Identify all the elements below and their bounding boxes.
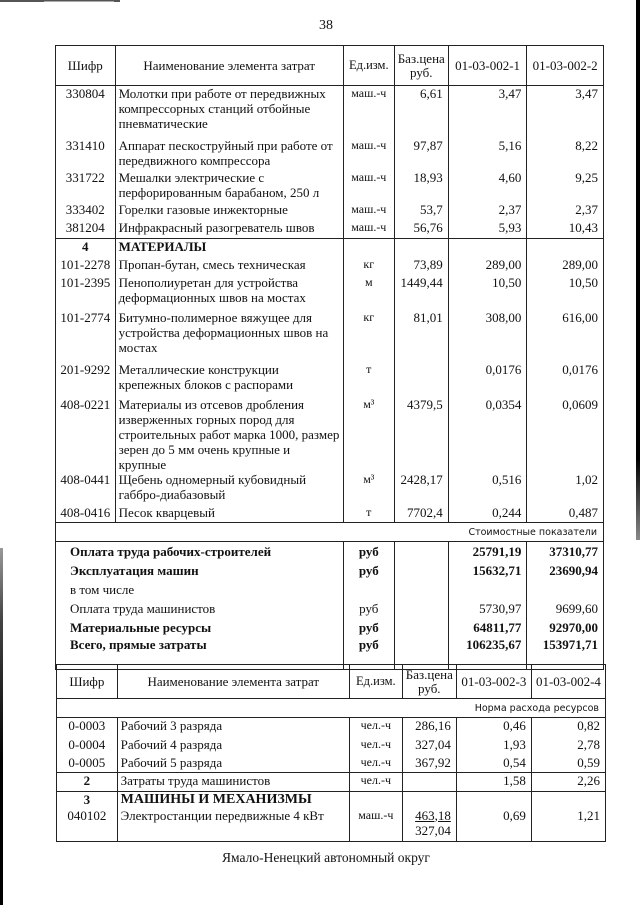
row-value-b: 0,59 [531, 755, 605, 773]
summary-value-a [448, 580, 527, 599]
summary-label: в том числе [56, 580, 344, 599]
row-price-secondary: 327,04 [415, 822, 451, 838]
row-unit: м³ [343, 397, 394, 472]
table-row [56, 220, 604, 239]
row-price: 2428,17 [394, 472, 448, 505]
row-value-a: 1,93 [456, 737, 531, 755]
row-price: 73,89 [394, 257, 448, 275]
summary-row [56, 580, 604, 599]
header-price: Баз.цена руб. [402, 665, 456, 699]
summary-value-a: 64811,77 [448, 618, 527, 637]
summary-value-a: 5730,97 [448, 599, 527, 618]
summary-label: Оплата труда рабочих-строителей [56, 542, 344, 562]
row-unit: кг [343, 257, 394, 275]
scan-edge-artifact [636, 0, 640, 540]
row-value-b: 3,47 [527, 86, 604, 138]
row-code: 331722 [56, 170, 116, 202]
row-code: 040102 [57, 808, 118, 842]
header-col-b: 01-03-002-2 [527, 46, 604, 86]
row-value-b: 0,0609 [527, 397, 604, 472]
table-row [56, 362, 604, 397]
row-name: Молотки при работе от передвижных компрессорных станций отбойные пневматические [115, 86, 343, 138]
table-row [57, 737, 606, 755]
table-header-row [57, 665, 606, 699]
summary-caption-row [56, 523, 604, 542]
summary-value-a: 15632,71 [448, 561, 527, 580]
table-row [56, 170, 604, 202]
row-code: 0-0003 [57, 718, 118, 737]
row-code: 381204 [56, 220, 116, 239]
summary-label: Эксплуатация машин [56, 561, 344, 580]
row-value-a: 5,93 [448, 220, 527, 239]
header-name: Наименование элемента затрат [115, 46, 343, 86]
row-price: 367,92 [402, 755, 456, 773]
row-unit: т [343, 362, 394, 397]
header-col-a: 01-03-002-1 [448, 46, 527, 86]
summary-value-b: 23690,94 [527, 561, 604, 580]
row-code: 101-2278 [56, 257, 116, 275]
table-row [56, 397, 604, 472]
norm-caption: Норма расхода ресурсов [57, 699, 606, 718]
row-price: 1449,44 [394, 275, 448, 310]
header-unit: Ед.изм. [349, 665, 402, 699]
row-name: Инфракрасный разогреватель швов [115, 220, 343, 239]
resource-table-2 [56, 664, 606, 842]
row-value-b: 0,82 [531, 718, 605, 737]
row-name: Рабочий 5 разряда [117, 755, 349, 773]
header-price: Баз.цена руб. [394, 46, 448, 86]
row-price: 97,87 [394, 138, 448, 170]
row-value-a: 2,37 [448, 202, 527, 220]
row-value-a: 4,60 [448, 170, 527, 202]
row-unit: маш.-ч [343, 138, 394, 170]
row-code: 101-2774 [56, 310, 116, 362]
table-row [56, 275, 604, 310]
row-value-a: 0,0354 [448, 397, 527, 472]
page-number: 38 [319, 18, 333, 33]
row-value-b: 289,00 [527, 257, 604, 275]
scan-edge-artifact [44, 1, 114, 2]
row-value-b: 616,00 [527, 310, 604, 362]
row-value-a: 10,50 [448, 275, 527, 310]
resource-table-1 [55, 45, 604, 670]
row-code: 201-9292 [56, 362, 116, 397]
section-title: МАШИНЫ И МЕХАНИЗМЫ [117, 792, 349, 808]
row-price: 56,76 [394, 220, 448, 239]
row-value-a: 0,54 [456, 755, 531, 773]
row-value-a: 0,0176 [448, 362, 527, 397]
row-price: 327,04 [402, 737, 456, 755]
row-code: 408-0221 [56, 397, 116, 472]
summary-row [56, 561, 604, 580]
summary-value-b [527, 580, 604, 599]
row-unit: маш.-ч [349, 808, 402, 842]
row-value-a: 5,16 [448, 138, 527, 170]
summary-value-a: 25791,19 [448, 542, 527, 562]
summary-value-b: 92970,00 [527, 618, 604, 637]
section-row-materials [56, 239, 604, 257]
row-unit: маш.-ч [343, 170, 394, 202]
row-unit: маш.-ч [343, 86, 394, 138]
row-value-b: 10,43 [527, 220, 604, 239]
header-col-b: 01-03-002-4 [531, 665, 605, 699]
row-price: 81,01 [394, 310, 448, 362]
table-row [56, 505, 604, 523]
row-price: 18,93 [394, 170, 448, 202]
row-value-b: 0,487 [527, 505, 604, 523]
row-name: Битумно-полимерное вяжущее для устройства деформационных швов на мостах [115, 310, 343, 362]
row-unit: м³ [343, 472, 394, 505]
table-row [57, 718, 606, 737]
summary-unit: руб [343, 561, 394, 580]
row-value-a: 289,00 [448, 257, 527, 275]
row-name: Рабочий 4 разряда [117, 737, 349, 755]
row-name: Пенополиуретан для устройства деформационных швов на мостах [115, 275, 343, 310]
row-price: 6,61 [394, 86, 448, 138]
header-name: Наименование элемента затрат [117, 665, 349, 699]
row-value-b: 8,22 [527, 138, 604, 170]
row-price: 4379,5 [394, 397, 448, 472]
row-code: 101-2395 [56, 275, 116, 310]
summary-row [56, 618, 604, 637]
row-code: 0-0004 [57, 737, 118, 755]
summary-unit: руб [343, 542, 394, 562]
summary-value-b: 9699,60 [527, 599, 604, 618]
table-row-operators [57, 773, 606, 792]
row-name: Металлические конструкции крепежных блоков с распорами [115, 362, 343, 397]
row-name: Затраты труда машинистов [117, 773, 349, 792]
summary-label: Оплата труда машинистов [56, 599, 344, 618]
table-row [56, 257, 604, 275]
row-name: Щебень одномерный кубовидный габбро-диабазовый [115, 472, 343, 505]
row-unit: чел.-ч [349, 755, 402, 773]
row-name: Мешалки электрические с перфорированным барабаном, 250 л [115, 170, 343, 202]
row-value-a: 0,516 [448, 472, 527, 505]
table-row [56, 472, 604, 505]
row-name: Горелки газовые инжекторные [115, 202, 343, 220]
row-price: 53,7 [394, 202, 448, 220]
table-row [57, 808, 606, 842]
table-row [56, 138, 604, 170]
row-code: 2 [57, 773, 118, 792]
header-col-a: 01-03-002-3 [456, 665, 531, 699]
row-code: 331410 [56, 138, 116, 170]
row-code: 0-0005 [57, 755, 118, 773]
row-value-b: 10,50 [527, 275, 604, 310]
row-name: Песок кварцевый [115, 505, 343, 523]
row-price-primary: 463,18 [415, 807, 451, 823]
row-code: 333402 [56, 202, 116, 220]
summary-value-a: 106235,67 [448, 637, 527, 669]
row-price: 7702,4 [394, 505, 448, 523]
row-name: Материалы из отсевов дробления изверженных горных пород для строительных работ марка 1000, размер зерен до 5 мм очень крупные и крупные [115, 397, 343, 472]
summary-row [56, 599, 604, 618]
summary-label: Всего, прямые затраты [56, 637, 344, 669]
row-value-a: 308,00 [448, 310, 527, 362]
row-value-a: 1,58 [456, 773, 531, 792]
table-header-row [56, 46, 604, 86]
summary-value-b: 153971,71 [527, 637, 604, 669]
summary-unit: руб [343, 637, 394, 669]
row-value-a: 3,47 [448, 86, 527, 138]
row-value-b: 0,0176 [527, 362, 604, 397]
section-number: 3 [57, 792, 118, 808]
row-value-b: 2,26 [531, 773, 605, 792]
row-code: 330804 [56, 86, 116, 138]
header-code: Шифр [57, 665, 118, 699]
row-price [394, 362, 448, 397]
row-value-b: 2,78 [531, 737, 605, 755]
summary-unit [343, 580, 394, 599]
row-unit: чел.-ч [349, 737, 402, 755]
row-value-b: 2,37 [527, 202, 604, 220]
summary-value-b: 37310,77 [527, 542, 604, 562]
row-code: 408-0416 [56, 505, 116, 523]
row-price [402, 808, 456, 842]
row-unit: чел.-ч [349, 718, 402, 737]
footer-region: Ямало-Ненецкий автономный округ [222, 850, 430, 865]
row-price [402, 773, 456, 792]
row-value-b: 1,02 [527, 472, 604, 505]
section-title: МАТЕРИАЛЫ [115, 239, 343, 257]
row-value-b: 1,21 [531, 808, 605, 842]
section-row-machines [57, 792, 606, 808]
table-row [57, 755, 606, 773]
table-row [56, 86, 604, 138]
row-unit: т [343, 505, 394, 523]
table-row [56, 202, 604, 220]
row-value-a: 0,69 [456, 808, 531, 842]
row-price: 286,16 [402, 718, 456, 737]
section-number: 4 [56, 239, 116, 257]
row-name: Рабочий 3 разряда [117, 718, 349, 737]
summary-unit: руб [343, 599, 394, 618]
row-value-b: 9,25 [527, 170, 604, 202]
row-unit: маш.-ч [343, 202, 394, 220]
row-name: Пропан-бутан, смесь техническая [115, 257, 343, 275]
row-code: 408-0441 [56, 472, 116, 505]
summary-caption: Стоимостные показатели [56, 523, 604, 542]
summary-unit: руб [343, 618, 394, 637]
header-unit: Ед.изм. [343, 46, 394, 86]
row-unit: м [343, 275, 394, 310]
row-unit: кг [343, 310, 394, 362]
header-code: Шифр [56, 46, 116, 86]
summary-label: Материальные ресурсы [56, 618, 344, 637]
row-unit: маш.-ч [343, 220, 394, 239]
table-row [56, 310, 604, 362]
row-unit: чел.-ч [349, 773, 402, 792]
row-name: Электростанции передвижные 4 кВт [117, 808, 349, 842]
summary-row [56, 542, 604, 562]
norm-caption-row [57, 699, 606, 718]
row-value-a: 0,46 [456, 718, 531, 737]
row-name: Аппарат пескоструйный при работе от передвижного компрессора [115, 138, 343, 170]
row-value-a: 0,244 [448, 505, 527, 523]
